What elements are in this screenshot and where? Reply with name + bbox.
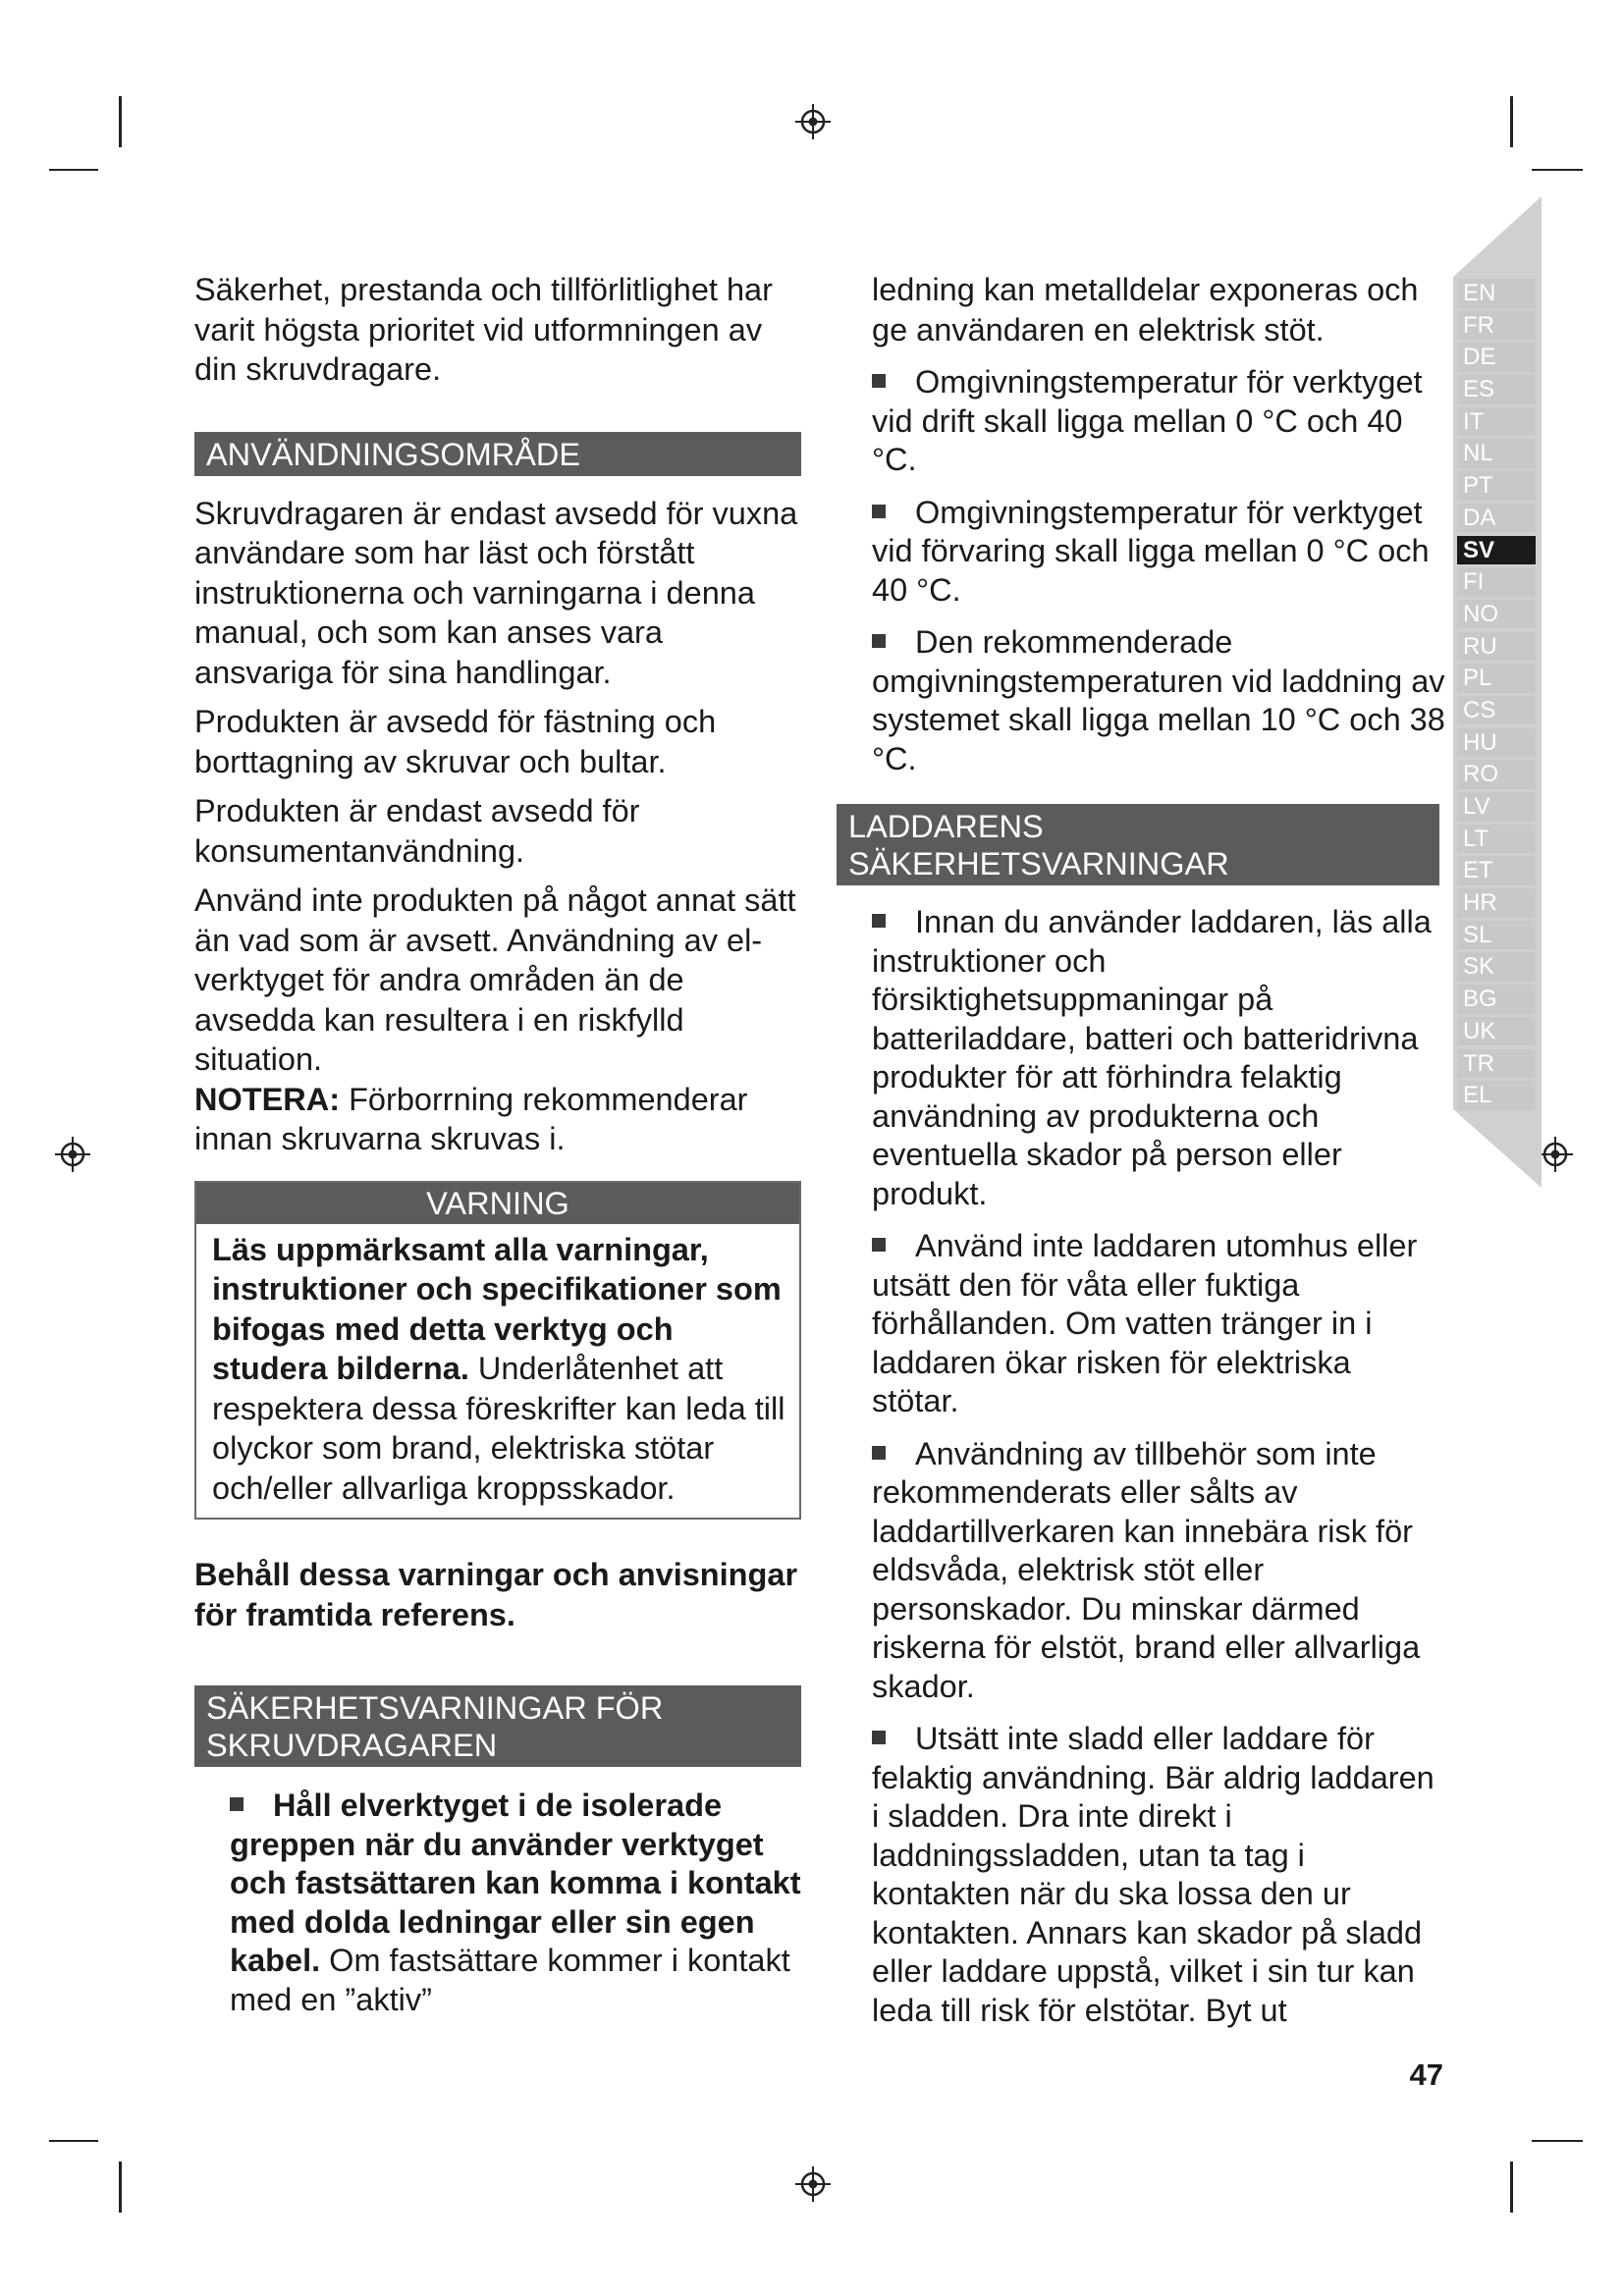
language-tab-sv[interactable]: SV [1457,536,1536,565]
language-tab-et[interactable]: ET [1457,856,1536,885]
registration-mark-icon [793,102,833,141]
safety-heading: SÄKERHETSVARNINGAR FÖR SKRUVDRAGAREN [194,1685,801,1767]
safety-item-bold: Håll elverktyget i de isolerade greppen när du använder verktyget och fastsättaren kan komma i kontakt med dolda ledningar eller sin egen kabel. [230,1788,801,1978]
list-item-text: Användning av tillbehör som inte rekommenderats eller sålts av laddartillverkaren kan innebära risk för eldsvåda, elektrisk stöt eller personskador. Du minskar därmed riskerna för elstöt, brand eller allvarliga skador. [872,1435,1421,1704]
language-tab-hu[interactable]: HU [1457,728,1536,758]
bullet-square-icon [872,374,886,388]
language-tab-sk[interactable]: SK [1457,952,1536,982]
crop-mark [1510,96,1513,147]
language-tab-nl[interactable]: NL [1457,439,1536,468]
list-item-text: Använd inte laddaren utomhus eller utsätt den för våta eller fuktiga förhållanden. Om vatten tränger in i laddaren ökar risken för elektriska stötar. [872,1228,1418,1418]
bullet-square-icon [872,914,886,928]
registration-mark-icon [1536,1135,1575,1174]
language-tab-el[interactable]: EL [1457,1081,1536,1110]
temperature-list [872,363,1446,778]
note [194,1080,801,1159]
language-tab-uk[interactable]: UK [1457,1017,1536,1046]
continuation-text: ledning kan metalldelar exponeras och ge användaren en elektrisk stöt. [872,272,1419,347]
intro-text: Säkerhet, prestanda och tillförlitlighet har varit högsta prioritet vid utformningen av din skruvdragare. [194,272,773,387]
bullet-square-icon [230,1797,244,1811]
language-tab-ru[interactable]: RU [1457,632,1536,662]
warning-title: VARNING [196,1183,799,1224]
usage-heading: ANVÄNDNINGSOMRÅDE [194,432,801,476]
list-item [872,903,1446,1213]
warning-regular-text: Underlåtenhet att respektera dessa föreskrifter kan leda till olyckor som brand, elektriska stötar och/eller allvarliga kroppsskador. [212,1351,785,1506]
list-item [872,1227,1446,1421]
usage-paragraph: Produkten är avsedd för fästning och borttagning av skruvar och bultar. [194,704,717,779]
list-item [872,1435,1446,1707]
list-item [872,494,1446,611]
language-tab-lv[interactable]: LV [1457,792,1536,822]
list-item [872,623,1446,778]
warning-text [212,1230,785,1509]
bullet-square-icon [872,1238,886,1252]
language-tab-pl[interactable]: PL [1457,664,1536,693]
crop-mark [119,2162,122,2213]
charger-heading: LADDARENS SÄKERHETSVARNINGAR [837,804,1439,885]
list-item [872,1720,1446,2030]
language-tab-no[interactable]: NO [1457,600,1536,629]
bullet-square-icon [872,1731,886,1744]
bullet-square-icon [872,1446,886,1460]
language-tab-bg[interactable]: BG [1457,985,1536,1014]
list-item-text: Innan du använder laddaren, läs alla instruktioner och försiktighetsuppmaningar på batteriladdare, batteri och batteridrivna produkter för att förhindra felaktig användning av produkterna och eventuella skador på person eller produkt. [872,904,1432,1211]
page-number: 47 [1409,2057,1443,2092]
language-tab-en[interactable]: EN [1457,279,1536,308]
crop-mark [1532,2140,1583,2142]
language-tab-lt[interactable]: LT [1457,825,1536,854]
list-item [872,363,1446,480]
language-tab-ro[interactable]: RO [1457,760,1536,789]
list-item-text: Omgivningstemperatur för verktyget vid förvaring skall ligga mellan 0 °C och 40 °C. [872,494,1430,608]
language-tab-cs[interactable]: CS [1457,696,1536,725]
crop-mark [1510,2162,1513,2213]
language-tab-it[interactable]: IT [1457,407,1536,437]
registration-mark-icon [793,2164,833,2204]
language-tab-fi[interactable]: FI [1457,567,1536,597]
list-item-text: Den rekommenderade omgivningstemperaturen vid laddning av systemet skall ligga mellan 10 °C och 38 °C. [872,624,1445,776]
list-item-text: Utsätt inte sladd eller laddare för felaktig användning. Bär aldrig laddaren i sladden. Dra inte direkt i laddningssladden, utan ta tag i kontakten när du ska lossa den ur kontakten. Annars kan skador på sladd eller laddare uppstå, vilket i sin tur kan leda till risk för elstötar. Byt ut [872,1721,1435,2028]
usage-paragraph: Produkten är endast avsedd för konsumentanvändning. [194,793,640,869]
crop-mark [49,2140,98,2142]
language-tab-fr[interactable]: FR [1457,311,1536,341]
crop-mark [49,169,98,171]
warning-bold-text: Läs uppmärksamt alla varningar, instruktioner och specifikationer som bifogas med detta verktyg och studera bilderna. [212,1231,782,1386]
keep-notice: Behåll dessa varningar och anvisningar för framtida referens. [194,1557,798,1632]
language-tab-de[interactable]: DE [1457,343,1536,372]
bullet-square-icon [872,634,886,648]
safety-item-text: Om fastsättare kommer i kontakt med en ”aktiv” [230,1943,790,2017]
list-item [230,1787,801,2019]
usage-paragraph: Skruvdragaren är endast avsedd för vuxna användare som har läst och förstått instruktionerna och varningarna i denna manual, och som kan anses vara ansvariga för sina handlingar. [194,495,798,690]
language-tab-da[interactable]: DA [1457,504,1536,533]
language-tab-sl[interactable]: SL [1457,921,1536,950]
crop-mark [119,96,122,147]
safety-list [194,1787,801,2019]
note-label: NOTERA: [194,1081,341,1117]
language-tab-pt[interactable]: PT [1457,471,1536,501]
usage-paragraph: Använd inte produkten på något annat sätt än vad som är avsett. Användning av el-verktyget för andra områden än de avsedda kan resultera i en riskfylld situation. [194,882,796,1077]
language-index [1457,279,1536,1113]
bullet-square-icon [872,505,886,518]
crop-mark [1532,169,1583,171]
warning-box [194,1181,801,1521]
right-column [848,270,1446,2044]
registration-mark-icon [53,1135,92,1174]
left-column [194,270,801,2033]
language-tab-tr[interactable]: TR [1457,1049,1536,1079]
language-tab-es[interactable]: ES [1457,375,1536,404]
charger-list [872,903,1446,2030]
note-text: Förborrning rekommenderar innan skruvarna skruvas i. [194,1081,748,1156]
list-item-text: Omgivningstemperatur för verktyget vid drift skall ligga mellan 0 °C och 40 °C. [872,364,1423,477]
language-tab-hr[interactable]: HR [1457,888,1536,918]
